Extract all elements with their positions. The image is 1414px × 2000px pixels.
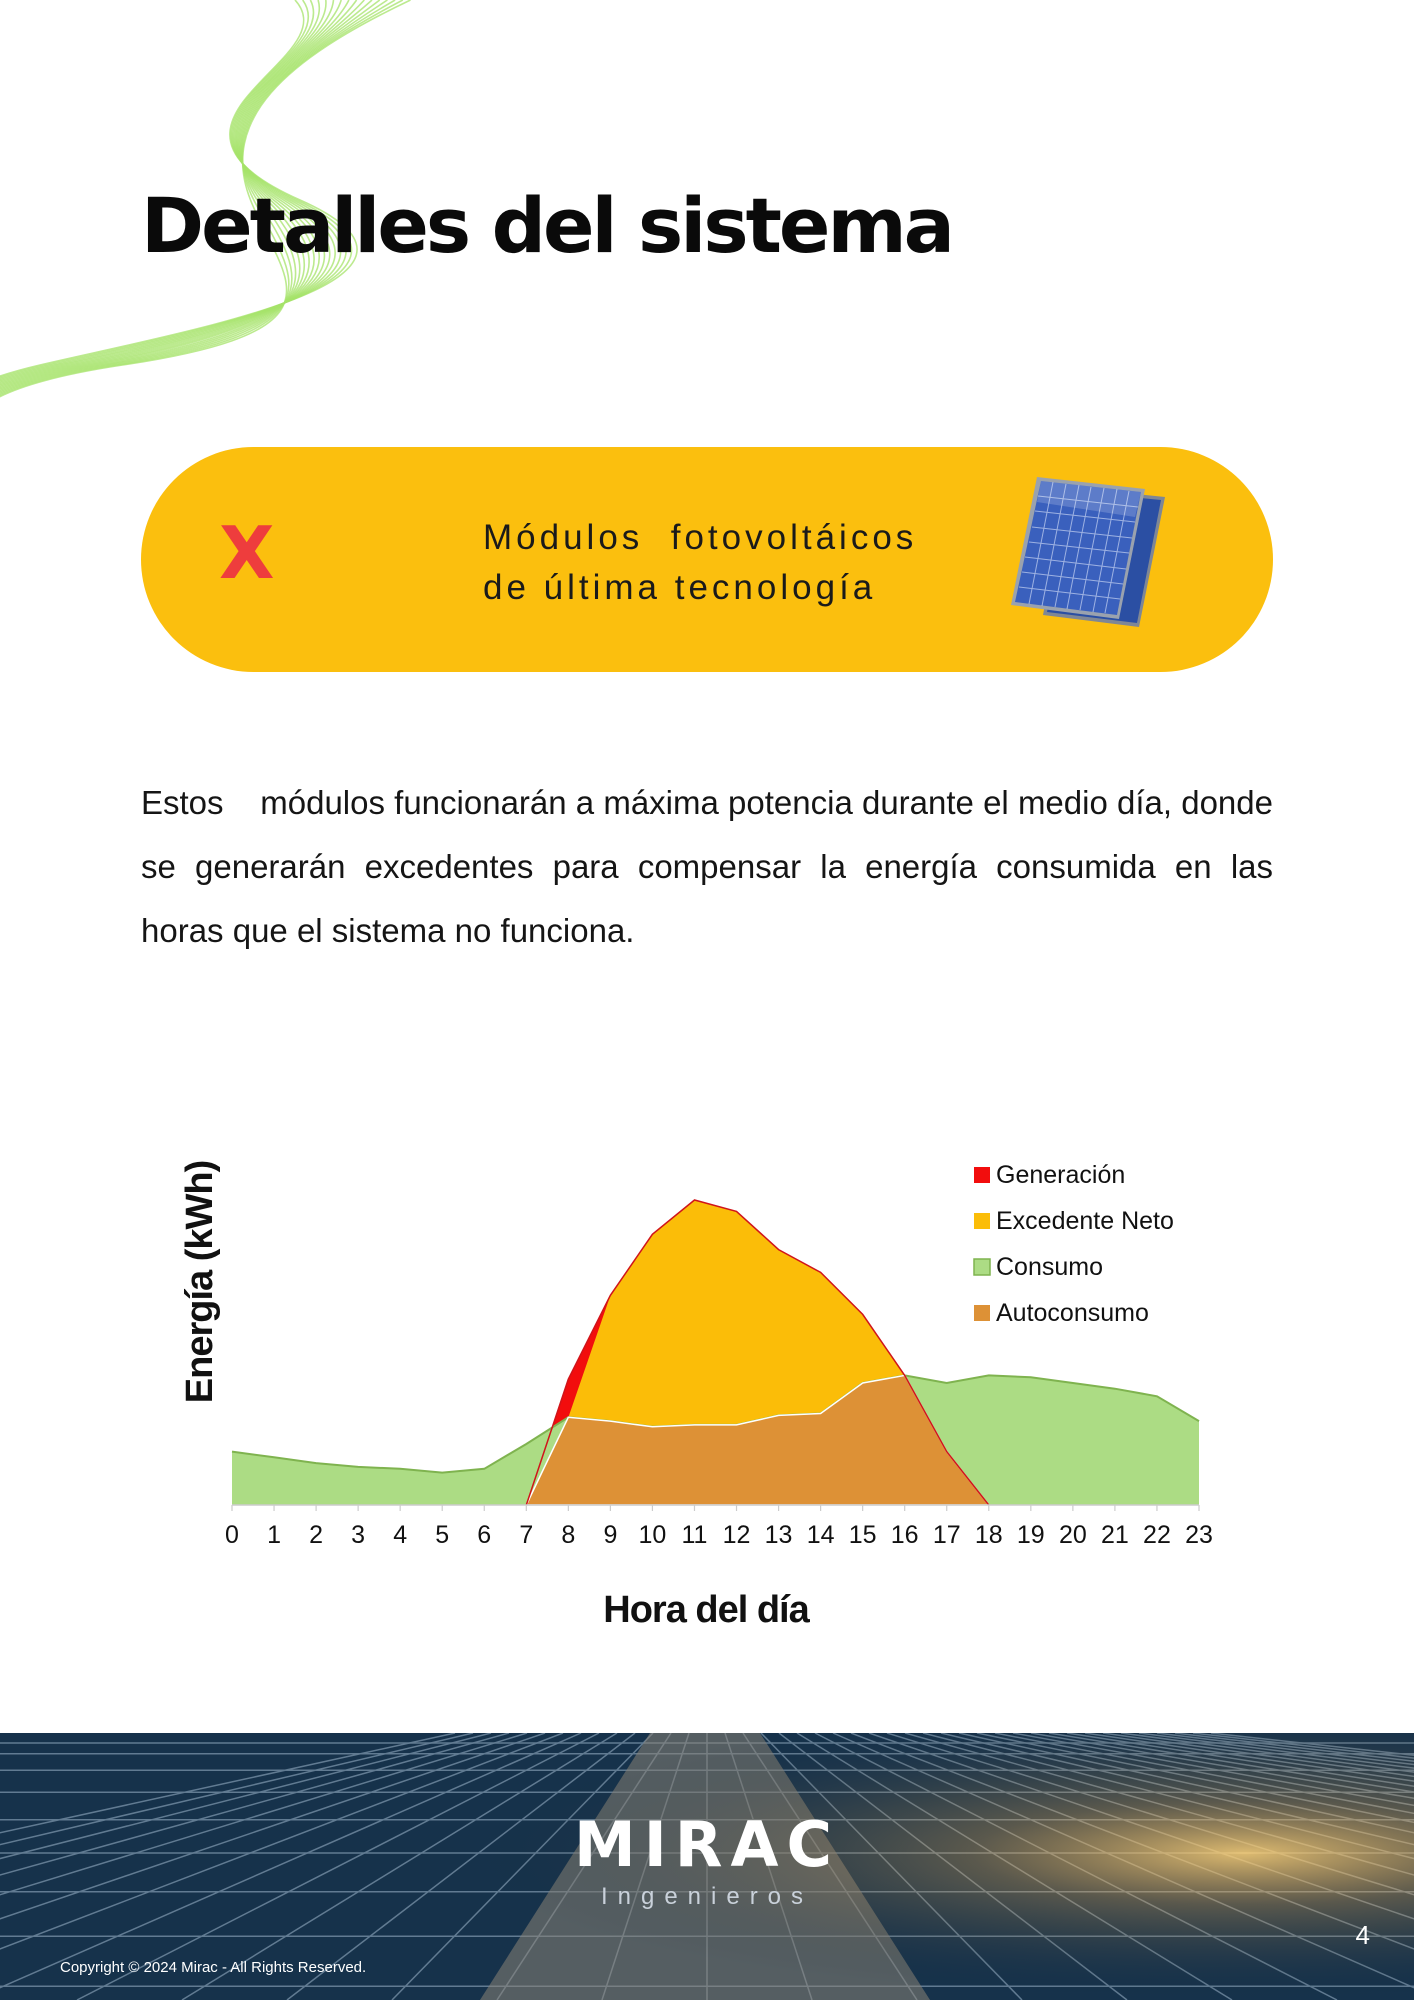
x-tick-label: 17 (932, 1521, 961, 1549)
x-tick-label: 6 (477, 1521, 492, 1549)
legend-label: Generación (996, 1161, 1126, 1189)
x-tick-label: 11 (681, 1521, 708, 1549)
x-tick-label: 8 (561, 1521, 576, 1549)
legend-swatch (974, 1213, 990, 1229)
x-tick-label: 3 (351, 1521, 366, 1549)
legend-label: Autoconsumo (996, 1299, 1149, 1327)
x-tick-label: 4 (393, 1521, 408, 1549)
page-title: Detalles del sistema (141, 181, 952, 270)
banner-text (483, 513, 917, 613)
energy-area-chart (160, 1130, 1260, 1650)
x-tick-label: 22 (1143, 1521, 1171, 1549)
x-tick-label: 10 (638, 1521, 667, 1549)
x-tick-label: 16 (890, 1521, 919, 1549)
company-logo-subtitle: Ingenieros (600, 1883, 814, 1910)
x-axis-label: Hora del día (603, 1589, 809, 1631)
x-tick-label: 2 (309, 1521, 324, 1549)
legend-swatch (974, 1167, 990, 1183)
x-tick-label: 14 (806, 1521, 835, 1549)
x-tick-label: 12 (722, 1521, 751, 1549)
x-tick-label: 7 (519, 1521, 534, 1549)
footer (0, 1733, 1414, 2000)
x-mark-icon: X (219, 511, 275, 595)
banner-line-1: Módulos fotovoltáicos (483, 518, 918, 557)
x-tick-label: 19 (1016, 1521, 1045, 1549)
legend-label: Excedente Neto (996, 1207, 1174, 1235)
x-tick-label: 18 (974, 1521, 1003, 1549)
page-number: 4 (1355, 1920, 1370, 1950)
x-tick-label: 21 (1101, 1521, 1129, 1549)
x-tick-label: 13 (764, 1521, 793, 1549)
legend-swatch (974, 1305, 990, 1321)
legend-swatch (974, 1259, 990, 1275)
legend-label: Consumo (996, 1253, 1103, 1281)
feature-banner (141, 447, 1273, 672)
x-tick-label: 1 (267, 1521, 281, 1549)
copyright-text: Copyright © 2024 Mirac - All Rights Reserved. (60, 1959, 367, 1976)
x-tick-label: 0 (225, 1521, 239, 1549)
description-paragraph: Estos módulos funcionarán a máxima potencia durante el medio día, donde se generarán excedentes para compensar la energía consumida en las horas que el sistema no funciona. (141, 784, 1283, 949)
y-axis-label: Energía (kWh) (179, 1160, 221, 1404)
x-tick-label: 20 (1058, 1521, 1087, 1549)
x-tick-label: 9 (603, 1521, 618, 1549)
x-tick-label: 23 (1185, 1521, 1213, 1549)
x-tick-label: 15 (848, 1521, 877, 1549)
solar-panel-icon (1007, 477, 1177, 637)
banner-line-2: de última tecnología (483, 568, 877, 607)
company-logo: MIRAC (574, 1808, 840, 1881)
x-tick-label: 5 (435, 1521, 450, 1549)
